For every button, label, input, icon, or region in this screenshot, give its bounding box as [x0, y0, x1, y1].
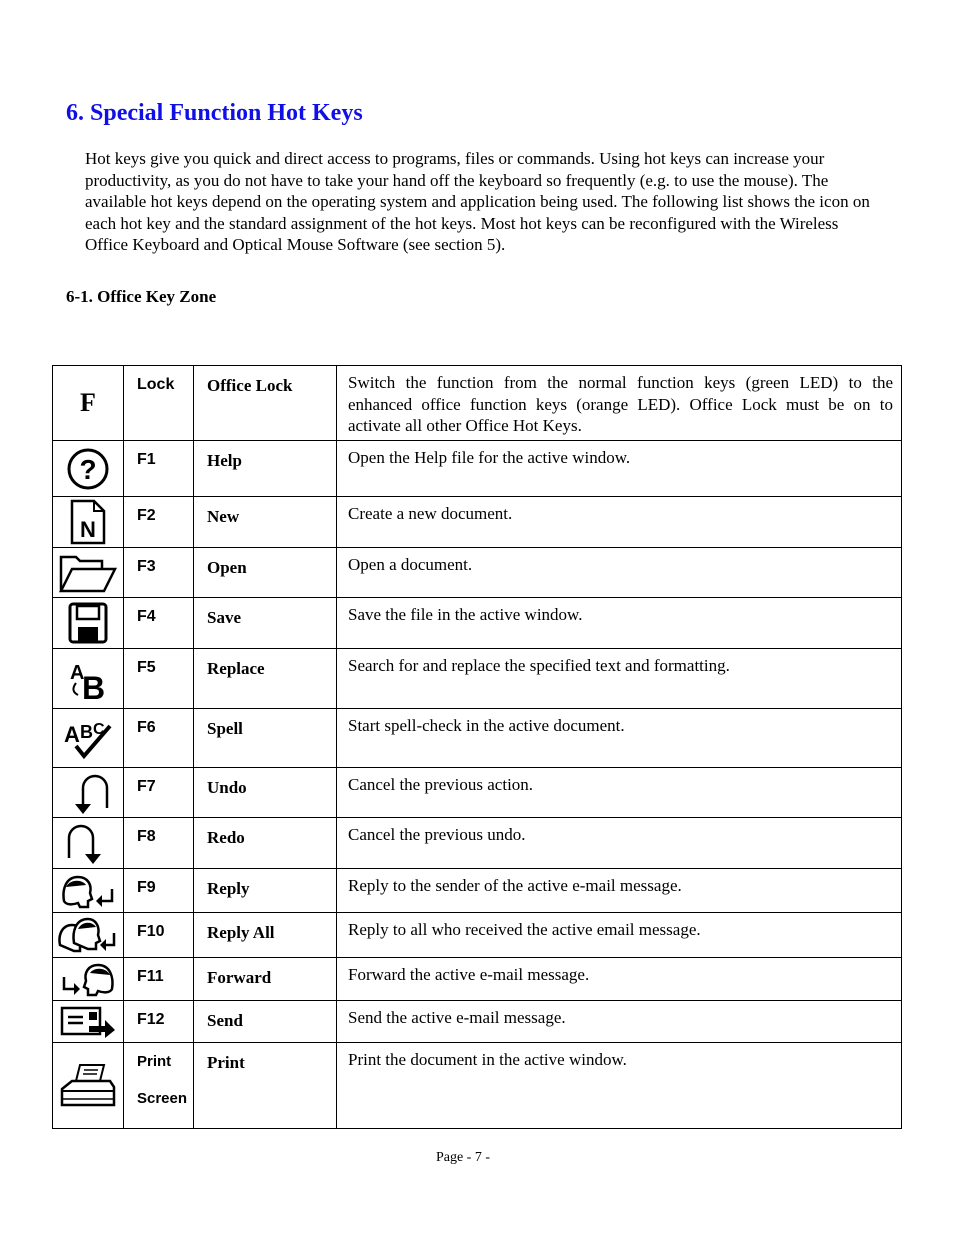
key-label: F1: [124, 441, 194, 497]
function-name: Save: [194, 598, 337, 649]
key-label: [124, 1043, 194, 1129]
reply-all-icon: [53, 915, 123, 955]
key-label: F2: [124, 497, 194, 548]
key-label: Lock: [124, 366, 194, 441]
key-label: F3: [124, 548, 194, 598]
icon-cell: [53, 548, 124, 598]
printer-icon: [53, 1061, 123, 1111]
key-label: F10: [124, 913, 194, 958]
intro-paragraph: Hot keys give you quick and direct access to programs, files or commands. Using hot keys can increase your productivity, as you do not have to take your hand off the keyboard so frequently (e.g. to use the mouse). The available hot keys depend on the operating system and application being used. The following list shows the icon on each hot key and the standard assignment of the hot keys. Most hot keys can be reconfigured with the Wireless Office Keyboard and Optical Mouse Software (see section 5).: [85, 149, 870, 254]
icon-cell: [53, 441, 124, 497]
spell-check-icon: [53, 716, 123, 760]
function-description: Save the file in the active window.: [337, 598, 902, 649]
function-name: Forward: [194, 958, 337, 1001]
key-label-line: Print: [137, 1053, 172, 1070]
function-description: Send the active e-mail message.: [337, 1001, 902, 1043]
icon-cell: [53, 768, 124, 818]
key-label: F5: [124, 649, 194, 709]
svg-text:B: B: [82, 669, 106, 701]
function-description: Switch the function from the normal function keys (green LED) to the enhanced office function keys (orange LED). Office Lock must be on to activate all other Office Hot Keys.: [337, 366, 902, 441]
table-row: [53, 441, 902, 497]
table-row: [53, 598, 902, 649]
icon-cell: [53, 366, 124, 441]
icon-cell: [53, 958, 124, 1001]
function-name: Office Lock: [194, 366, 337, 441]
reply-icon: [53, 871, 123, 911]
icon-cell: [53, 497, 124, 548]
svg-text:A: A: [64, 722, 80, 747]
svg-text:C: C: [93, 721, 105, 738]
letter-f-icon: F: [80, 388, 96, 417]
function-description: Reply to all who received the active email message.: [337, 913, 902, 958]
function-description: Open a document.: [337, 548, 902, 598]
icon-cell: [53, 1043, 124, 1129]
function-name: Spell: [194, 709, 337, 768]
function-description: Reply to the sender of the active e-mail message.: [337, 869, 902, 913]
replace-icon: [53, 657, 123, 701]
redo-icon: [53, 820, 123, 866]
hot-key-table: [52, 365, 902, 1129]
function-name: Replace: [194, 649, 337, 709]
table-row: [53, 709, 902, 768]
forward-icon: [53, 959, 123, 999]
icon-cell: [53, 709, 124, 768]
key-label-line: Screen: [137, 1090, 188, 1107]
key-label: F11: [124, 958, 194, 1001]
undo-icon: [53, 770, 123, 816]
function-name: Reply: [194, 869, 337, 913]
function-name: Send: [194, 1001, 337, 1043]
svg-text:A: A: [70, 661, 85, 684]
table-row: [53, 869, 902, 913]
key-label: F6: [124, 709, 194, 768]
svg-text:N: N: [80, 517, 96, 542]
page-title: 6. Special Function Hot Keys: [66, 100, 363, 126]
table-row: [53, 649, 902, 709]
function-description: Forward the active e-mail message.: [337, 958, 902, 1001]
key-label: F9: [124, 869, 194, 913]
function-description: Create a new document.: [337, 497, 902, 548]
icon-cell: [53, 869, 124, 913]
function-description: Start spell-check in the active document.: [337, 709, 902, 768]
svg-text:?: ?: [79, 453, 97, 485]
table-row: [53, 548, 902, 598]
table-row: [53, 497, 902, 548]
svg-text:B: B: [80, 722, 93, 742]
table-row: [53, 768, 902, 818]
table-row: [53, 1001, 902, 1043]
key-label: F7: [124, 768, 194, 818]
new-document-icon: [53, 499, 123, 545]
function-description: Search for and replace the specified text and formatting.: [337, 649, 902, 709]
folder-open-icon: [53, 551, 123, 595]
function-description: Print the document in the active window.: [337, 1043, 902, 1129]
function-name: Open: [194, 548, 337, 598]
key-label: F12: [124, 1001, 194, 1043]
function-description: Open the Help file for the active window.: [337, 441, 902, 497]
function-name: Reply All: [194, 913, 337, 958]
function-name: Help: [194, 441, 337, 497]
icon-cell: [53, 818, 124, 869]
function-name: New: [194, 497, 337, 548]
function-description: Cancel the previous undo.: [337, 818, 902, 869]
key-label: F8: [124, 818, 194, 869]
function-description: Cancel the previous action.: [337, 768, 902, 818]
icon-cell: [53, 598, 124, 649]
key-label: F4: [124, 598, 194, 649]
help-icon: [53, 447, 123, 491]
table-row: [53, 366, 902, 441]
function-name: Redo: [194, 818, 337, 869]
icon-cell: [53, 1001, 124, 1043]
table-row: [53, 818, 902, 869]
table-row: [53, 958, 902, 1001]
send-icon: [53, 1004, 123, 1040]
function-name: Print: [194, 1043, 337, 1129]
page-number: Page - 7 -: [435, 1150, 491, 1165]
floppy-disk-icon: [53, 601, 123, 645]
table-row: [53, 913, 902, 958]
icon-cell: [53, 913, 124, 958]
icon-cell: [53, 649, 124, 709]
section-subheading: 6-1. Office Key Zone: [66, 287, 217, 306]
function-name: Undo: [194, 768, 337, 818]
table-row: [53, 1043, 902, 1129]
